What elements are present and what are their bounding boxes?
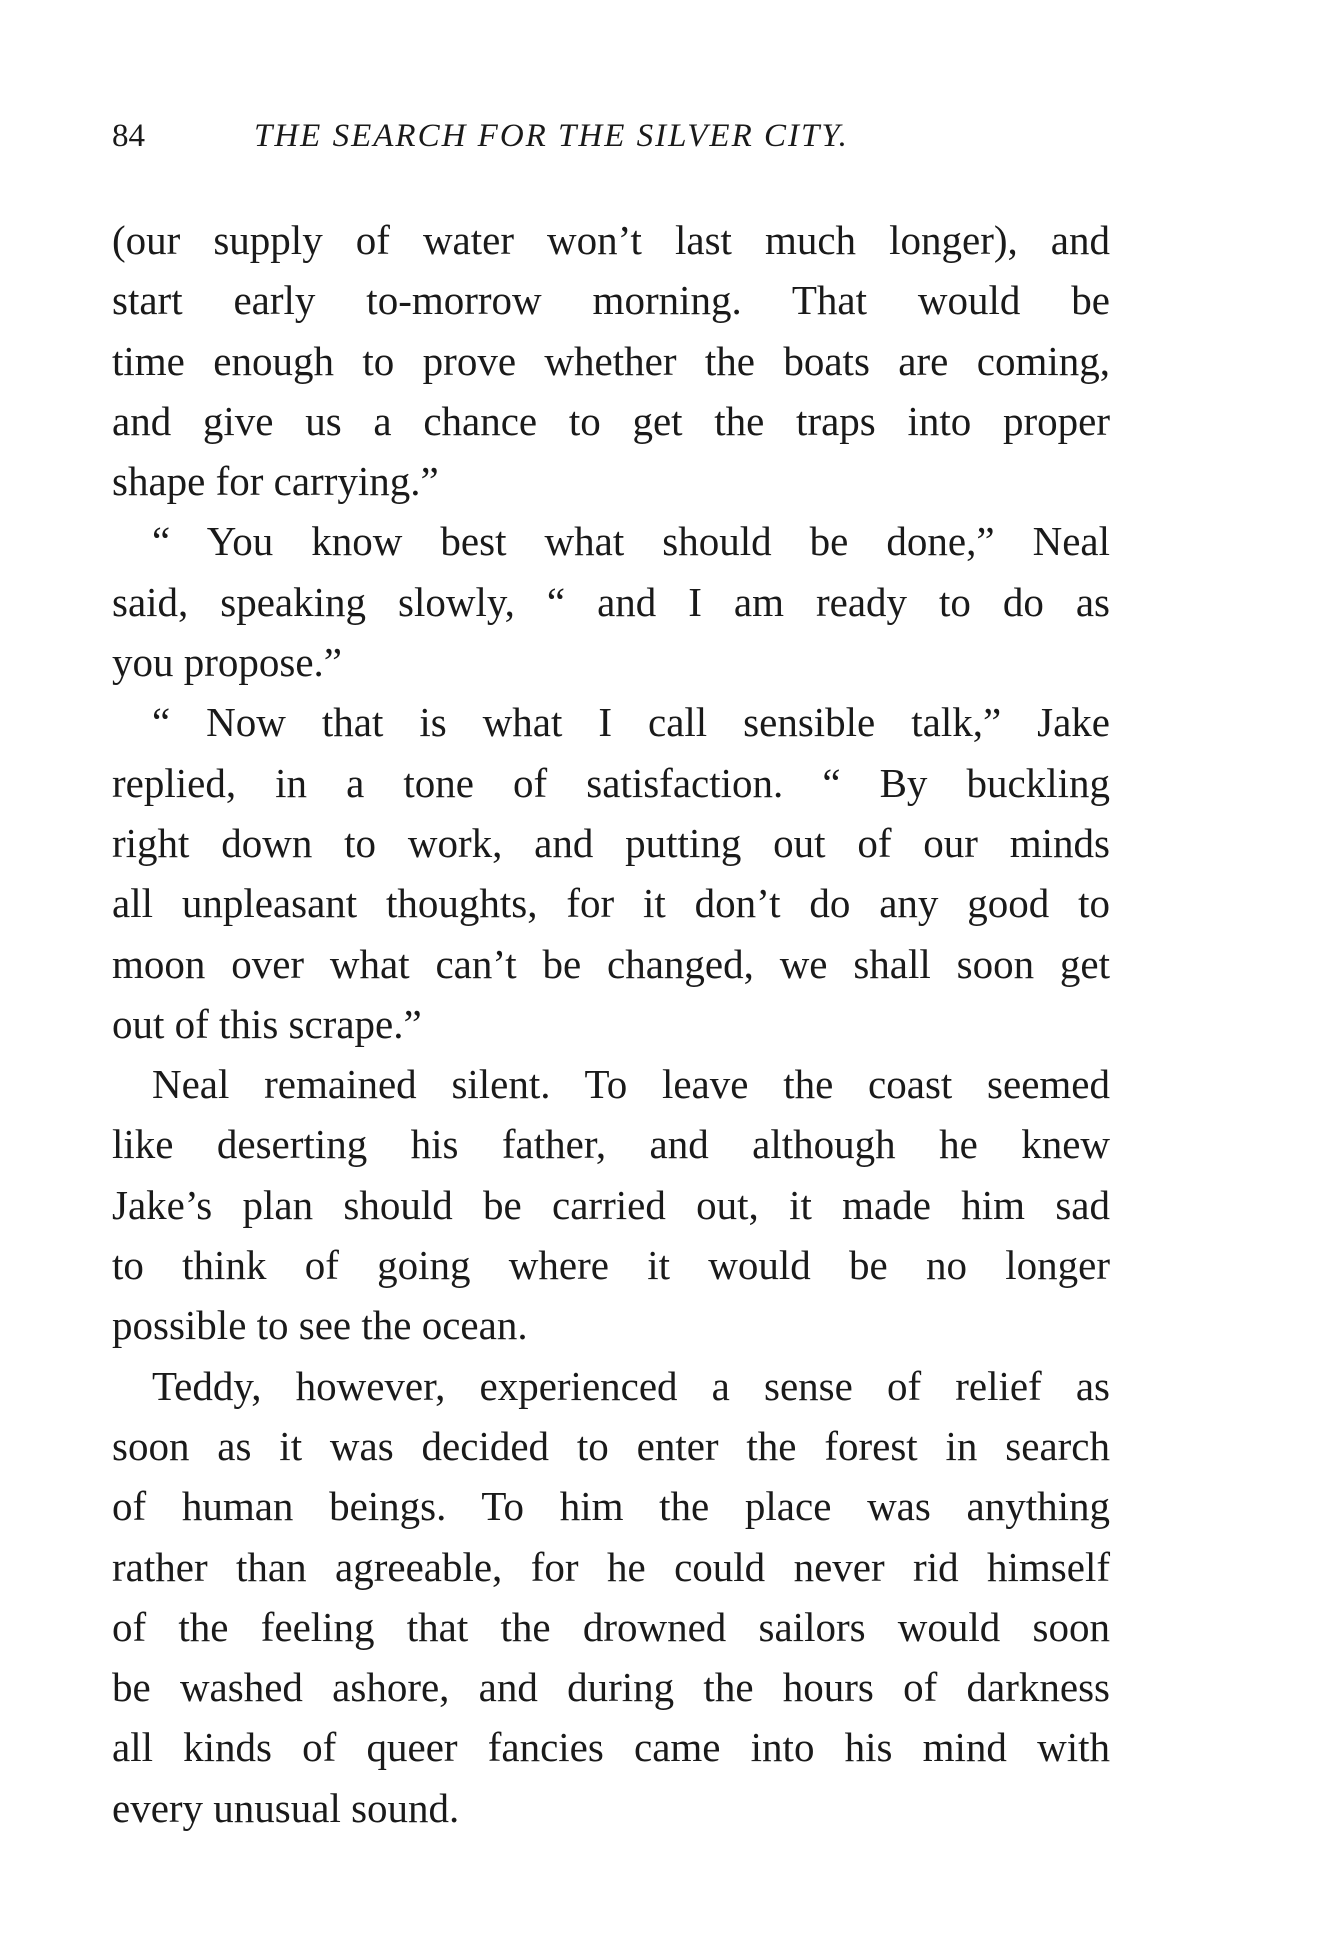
text-line: (our supply of water won’t last much longer), and	[112, 217, 1110, 263]
text-line: shape for carrying.”	[112, 458, 439, 505]
paragraph	[112, 1054, 1110, 1355]
text-line: “ You know best what should be done,” Neal	[152, 518, 1110, 565]
text-line: to think of going where it would be no longer	[112, 1242, 1110, 1289]
running-title: THE SEARCH FOR THE SILVER CITY.	[254, 118, 849, 154]
text-line: every unusual sound.	[112, 1784, 460, 1831]
text-line: Neal remained silent. To leave the coast seemed	[152, 1061, 1110, 1108]
text-line: rather than agreeable, for he could never rid himself	[112, 1543, 1110, 1590]
text-line: be washed ashore, and during the hours of darkness	[112, 1664, 1110, 1711]
text-line: possible to see the ocean.	[112, 1302, 528, 1349]
text-line: like deserting his father, and although he knew	[112, 1121, 1110, 1168]
text-line: of human beings. To him the place was anything	[112, 1483, 1110, 1530]
text-line: all unpleasant thoughts, for it don’t do any good to	[112, 880, 1110, 927]
body-text	[112, 210, 1110, 1838]
text-line: said, speaking slowly, “ and I am ready to do as	[112, 578, 1110, 625]
book-page	[112, 118, 1112, 1838]
paragraph	[112, 1356, 1110, 1838]
paragraph	[112, 692, 1110, 1054]
text-line: of the feeling that the drowned sailors would soon	[112, 1603, 1110, 1650]
text-line: soon as it was decided to enter the forest in search	[112, 1422, 1110, 1469]
text-line: you propose.”	[112, 639, 343, 686]
text-line: time enough to prove whether the boats are coming,	[112, 337, 1110, 384]
text-line: Jake’s plan should be carried out, it made him sad	[112, 1181, 1110, 1228]
text-line: all kinds of queer fancies came into his mind with	[112, 1724, 1110, 1771]
text-line: “ Now that is what I call sensible talk,” Jake	[152, 699, 1110, 746]
paragraph	[112, 511, 1110, 692]
page-number: 84	[112, 118, 145, 154]
text-line: start early to-morrow morning. That would be	[112, 277, 1110, 324]
text-line: replied, in a tone of satisfaction. “ By buckling	[112, 759, 1110, 806]
text-line: right down to work, and putting out of our minds	[112, 819, 1110, 866]
text-line: Teddy, however, experienced a sense of relief as	[152, 1362, 1110, 1409]
text-line: moon over what can’t be changed, we shall soon get	[112, 940, 1110, 987]
paragraph	[112, 210, 1110, 511]
text-line: out of this scrape.”	[112, 1000, 422, 1047]
text-line: and give us a chance to get the traps into proper	[112, 397, 1110, 444]
running-head	[112, 118, 1112, 166]
